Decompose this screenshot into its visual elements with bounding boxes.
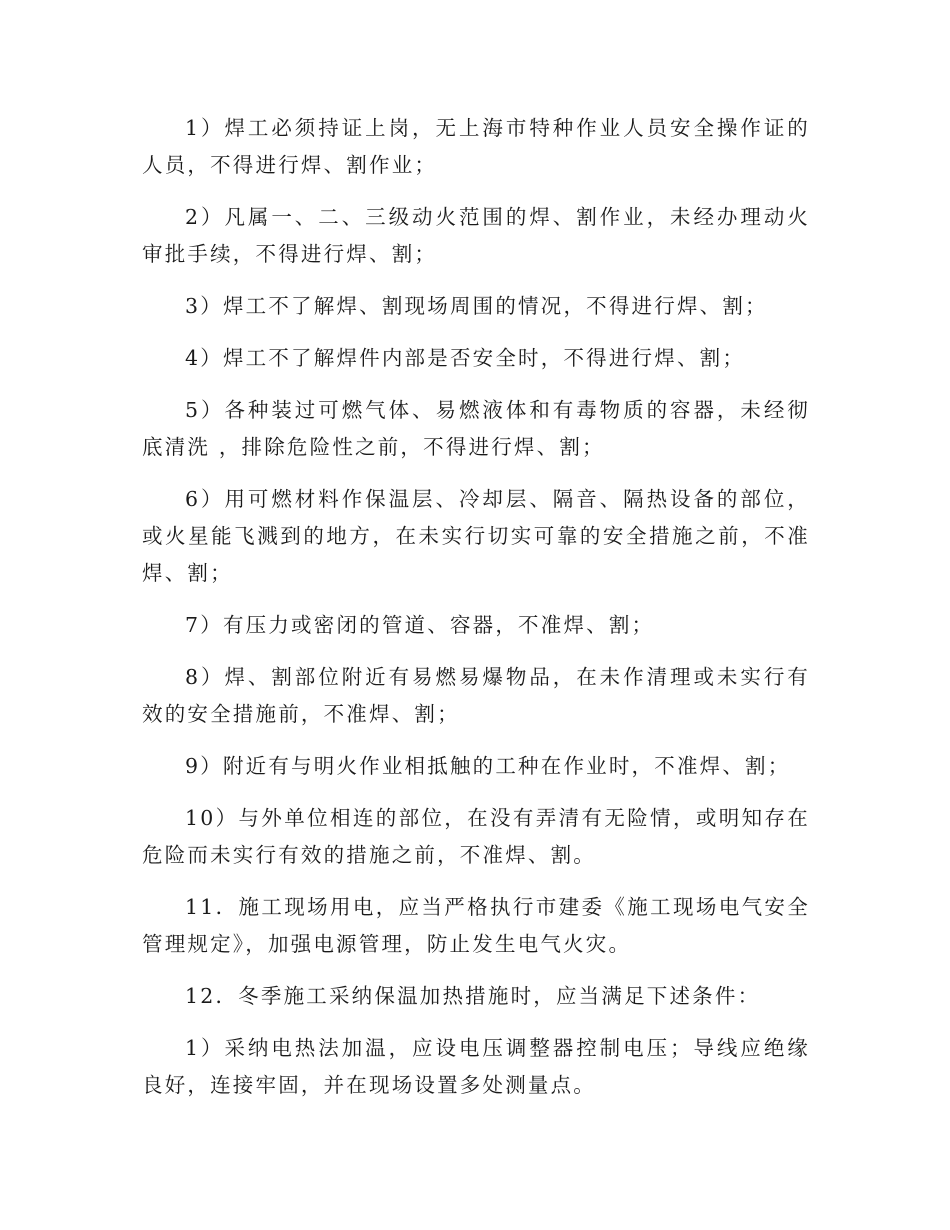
paragraph-8: 8）焊、割部位附近有易燃易爆物品，在未作清理或未实行有效的安全措施前，不准焊、割； <box>142 665 810 726</box>
paragraph-4: 4）焊工不了解焊件内部是否安全时，不得进行焊、割； <box>185 346 746 370</box>
paragraph-9: 9）附近有与明火作业相抵触的工种在作业时，不准焊、割； <box>185 754 791 778</box>
paragraph-3: 3）焊工不了解焊、割现场周围的情况，不得进行焊、割； <box>185 294 768 318</box>
paragraph-10: 10）与外单位相连的部位，在没有弄清有无险情，或明知存在危险而未实行有效的措施之前，不准焊、割。 <box>142 806 810 867</box>
paragraph-6: 6）用可燃材料作保温层、冷却层、隔音、隔热设备的部位，或火星能飞溅到的地方，在未实行切实可靠的安全措施之前，不准焊、割； <box>142 487 810 585</box>
paragraph-13: 1）采纳电热法加温，应设电压调整器控制电压；导线应绝缘良好，连接牢固，并在现场设置多处测量点。 <box>142 1036 810 1097</box>
paragraph-11: 11．施工现场用电，应当严格执行市建委《施工现场电气安全管理规定》，加强电源管理，防止发生电气火灾。 <box>142 895 810 956</box>
paragraph-1: 1）焊工必须持证上岗，无上海市特种作业人员安全操作证的人员，不得进行焊、割作业； <box>142 116 810 177</box>
document-body <box>142 110 810 1119</box>
paragraph-7: 7）有压力或密闭的管道、容器，不准焊、割； <box>185 613 655 637</box>
paragraph-5: 5）各种装过可燃气体、易燃液体和有毒物质的容器，未经彻底清洗 ，排除危险性之前，不得进行焊、割； <box>142 398 810 459</box>
paragraph-2: 2）凡属一、二、三级动火范围的焊、割作业，未经办理动火审批手续，不得进行焊、割； <box>142 205 810 266</box>
paragraph-12: 12．冬季施工采纳保温加热措施时，应当满足下述条件： <box>185 984 761 1008</box>
